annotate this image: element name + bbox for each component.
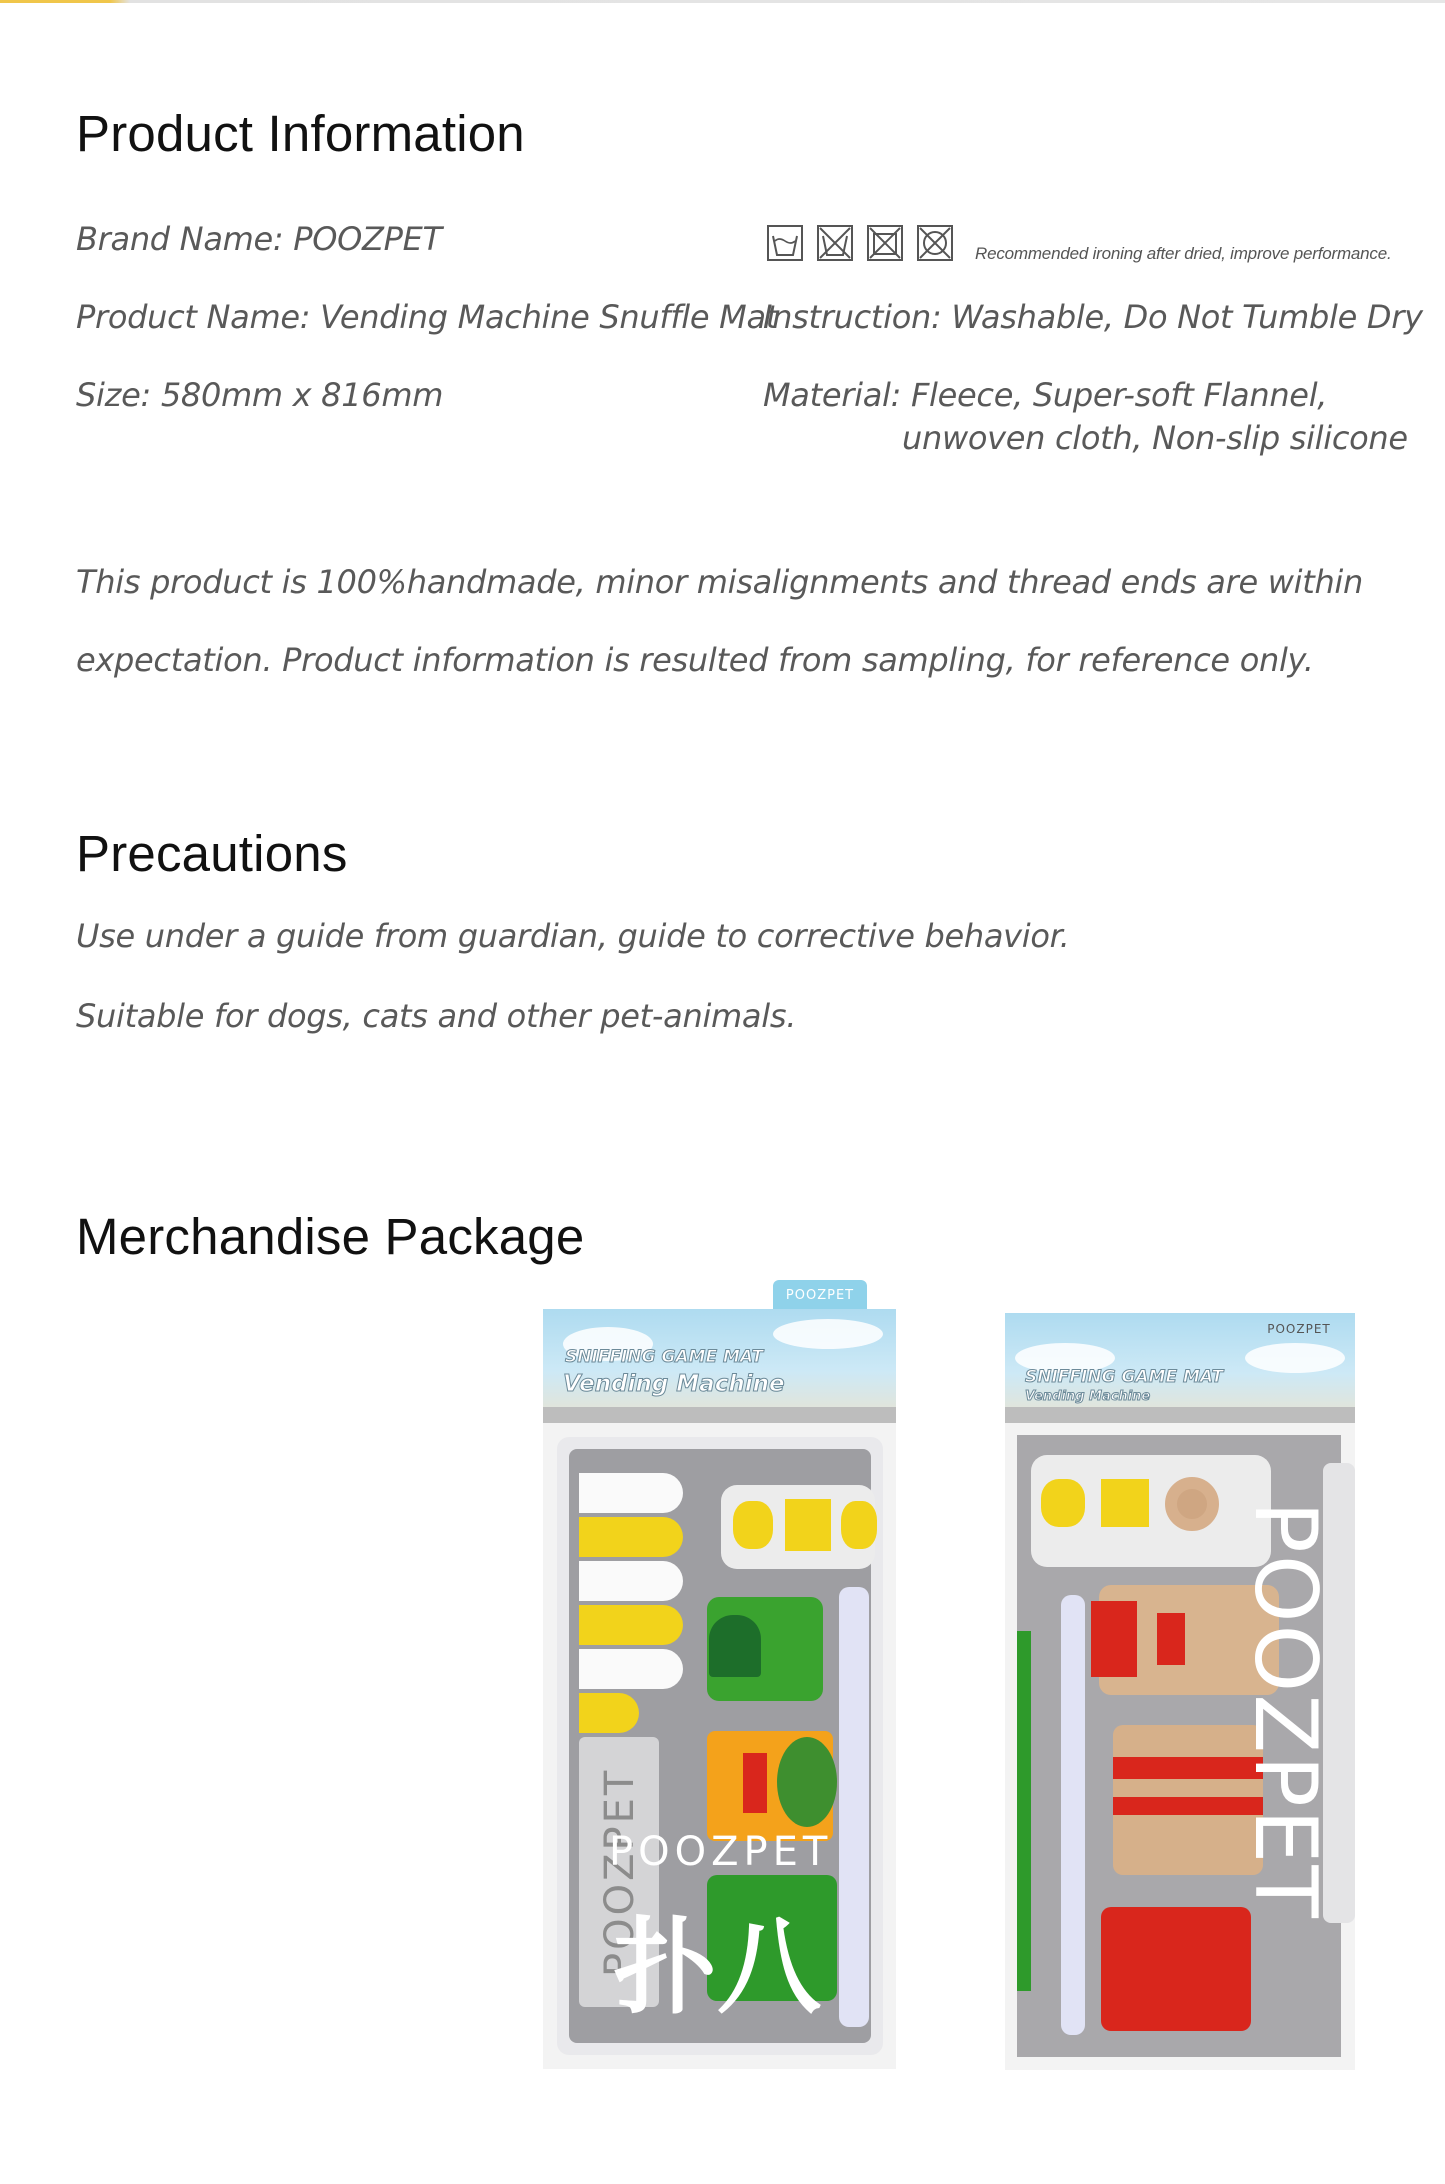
- front-mat-side-brand: POOZPET: [597, 1767, 643, 1977]
- material-line-1: Material: Fleece, Super-soft Flannel,: [763, 376, 1328, 414]
- back-package-header: [1005, 1313, 1355, 1423]
- front-package-image: [543, 1309, 896, 2069]
- top-accent-line: [0, 0, 1445, 3]
- product-name: Product Name: Vending Machine Snuffle Mat: [76, 298, 778, 336]
- product-information-heading: Product Information: [76, 105, 525, 162]
- front-title-big: Vending Machine: [563, 1371, 785, 1397]
- back-title-small: SNIFFING GAME MAT: [1025, 1367, 1224, 1387]
- precaution-line-1: Use under a guide from guardian, guide to corrective behavior.: [76, 917, 1070, 955]
- back-brand-overlay: POOZPET: [1235, 1501, 1335, 1920]
- back-package-image: [1005, 1313, 1355, 2070]
- back-title-big: Vending Machine: [1025, 1389, 1151, 1404]
- instruction: Instruction: Washable, Do Not Tumble Dry: [763, 298, 1423, 336]
- material-line-2: unwoven cloth, Non-slip silicone: [902, 419, 1408, 457]
- precautions-heading: Precautions: [76, 825, 348, 882]
- front-brand-overlay: POOZPET: [609, 1829, 833, 1875]
- merchandise-package-heading: Merchandise Package: [76, 1208, 585, 1265]
- handmade-note-line-2: expectation. Product information is resulted from sampling, for reference only.: [76, 641, 1314, 679]
- front-package-tab: POOZPET: [773, 1280, 867, 1312]
- front-package-header: [543, 1309, 896, 1423]
- brand-name: Brand Name: POOZPET: [76, 220, 442, 258]
- front-title-small: SNIFFING GAME MAT: [565, 1347, 764, 1367]
- care-icons: [766, 224, 954, 262]
- precaution-line-2: Suitable for dogs, cats and other pet-animals.: [76, 997, 797, 1035]
- front-chinese-mark: 扑八: [613, 1906, 822, 2028]
- no-dry-clean-icon: [866, 224, 904, 262]
- product-size: Size: 580mm x 816mm: [76, 376, 444, 414]
- no-tumble-dry-icon: [916, 224, 954, 262]
- hand-wash-icon: [766, 224, 804, 262]
- no-bleach-icon: [816, 224, 854, 262]
- back-package-tab: POOZPET: [1267, 1322, 1331, 1336]
- handmade-note-line-1: This product is 100%handmade, minor misalignments and thread ends are within: [76, 563, 1363, 601]
- care-note: Recommended ironing after dried, improve performance.: [975, 244, 1392, 263]
